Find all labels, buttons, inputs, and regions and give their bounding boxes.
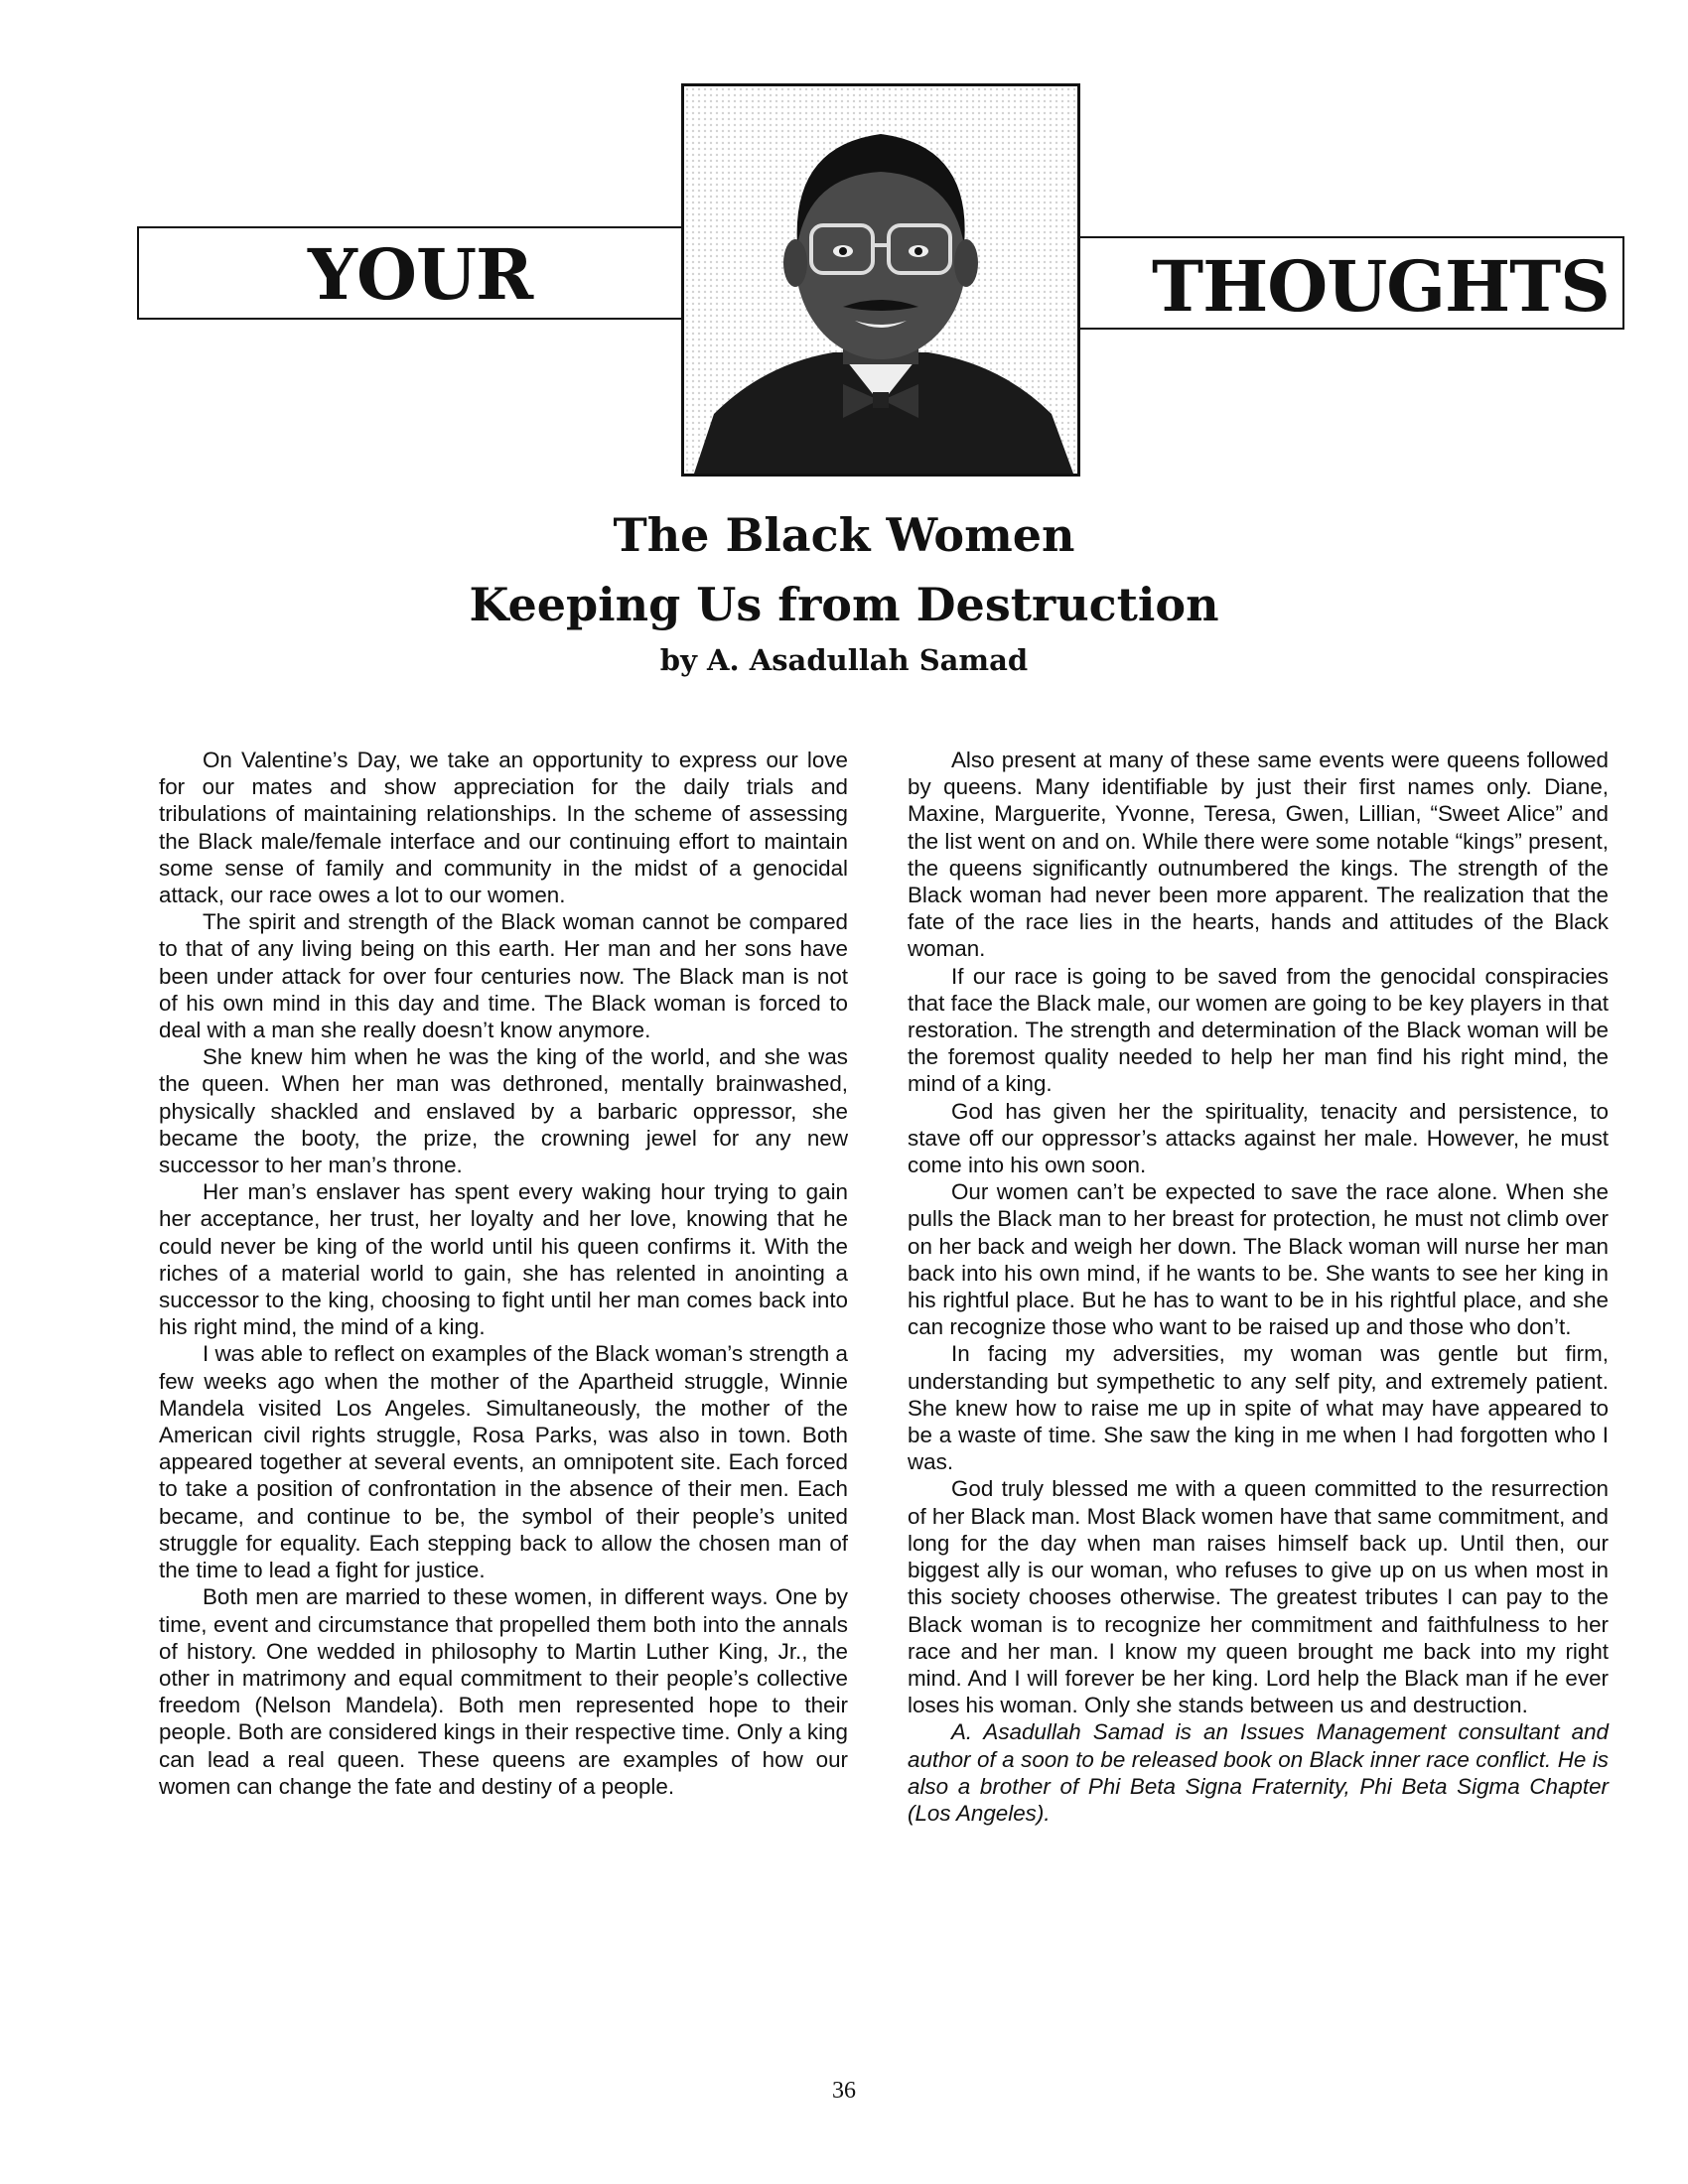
page-number: 36	[832, 2078, 856, 2104]
paragraph: If our race is going to be saved from the genocidal conspiracies that face the Black male, our women are going to be key players in that restoration. The strength and determination of the Black woman will be the foremost quality needed to help her man find his right mind, the mind of a king.	[908, 963, 1609, 1097]
header-word-your: YOUR	[308, 233, 533, 316]
paragraph: Also present at many of these same events were queens followed by queens. Many identifiable by just their first names only. Diane, Maxine, Marguerite, Yvonne, Teresa, Gwen, Lillian, “Sweet Alice” and the list went on and on. While there were some notable “kings” present, the queens significantly outnumbered the kings. The strength of the Black woman had never been more apparent. The realization that the fate of the race lies in the hearts, hands and attitudes of the Black woman.	[908, 748, 1609, 962]
paragraph: She knew him when he was the king of the world, and she was the queen. When her man was dethroned, mentally brainwashed, physically shackled and enslaved by a barbaric oppressor, she became the booty, the prize, the crowning jewel for any new successor to her man’s throne.	[159, 1044, 848, 1178]
author-bio: A. Asadullah Samad is an Issues Management consultant and author of a soon to be released book on Black inner race conflict. He is also a brother of Phi Beta Signa Fraternity, Phi Beta Sigma Chapter (Los Angeles).	[908, 1719, 1609, 1826]
article-left-column	[159, 747, 848, 1800]
paragraph: The spirit and strength of the Black woman cannot be compared to that of any living being on this earth. Her man and her sons have been under attack for over four centuries now. The Black man is not of his own mind in this day and time. The Black woman is forced to deal with a man she really doesn’t know anymore.	[159, 909, 848, 1043]
paragraph: On Valentine’s Day, we take an opportunity to express our love for our mates and show appreciation for the daily trials and tribulations of maintaining relationships. In the scheme of assessing the Black male/female interface and our continuing effort to maintain some sense of family and community in the midst of a genocidal attack, our race owes a lot to our women.	[159, 748, 848, 908]
article-title-line2: Keeping Us from Destruction	[469, 578, 1219, 631]
paragraph: God truly blessed me with a queen committed to the resurrection of her Black man. Most Black women have that same commitment, and long for the day when man raises himself back up. Until then, our biggest ally is our woman, who refuses to give up on us when most in this society chooses otherwise. The greatest tributes I can pay to the Black woman is to recognize her commitment and faithfulness to her race and her man. I know my queen brought me back into my right mind. And I will forever be her king. Lord help the Black man if he ever loses his woman. Only she stands between us and destruction.	[908, 1476, 1609, 1718]
header-word-thoughts: THOUGHTS	[1152, 245, 1610, 328]
article-right-column	[908, 747, 1609, 1827]
paragraph: Both men are married to these women, in different ways. One by time, event and circumstance that propelled them both into the annals of history. One wedded in philosophy to Martin Luther King, Jr., the other in matrimony and equal commitment to their people’s collective freedom (Nelson Mandela). Both men represented hope to their people. Both are considered kings in their respective time. Only a king can lead a real queen. These queens are examples of how our women can change the fate and destiny of a people.	[159, 1584, 848, 1799]
paragraph: In facing my adversities, my woman was gentle but firm, understanding but sympethetic to any self pity, and extremely patient. She knew how to raise me up in spite of what may have appeared to be a waste of time. She saw the king in me when I had forgotten who I was.	[908, 1341, 1609, 1475]
article-byline: by A. Asadullah Samad	[659, 643, 1029, 677]
article-title-line1: The Black Women	[613, 508, 1075, 562]
paragraph: Her man’s enslaver has spent every waking hour trying to gain her acceptance, her trust, her loyalty and her love, knowing that he could never be king of the world until his queen confirms it. With the riches of a material world to gain, she has relented in anointing a successor to the king, choosing to fight until her man comes back into his right mind, the mind of a king.	[159, 1179, 848, 1340]
paragraph: God has given her the spirituality, tenacity and persistence, to stave off our oppressor’s attacks against her male. However, he must come into his own soon.	[908, 1098, 1609, 1178]
author-portrait-photo	[681, 83, 1080, 477]
paragraph: Our women can’t be expected to save the race alone. When she pulls the Black man to her breast for protection, he must not climb over on her back and weigh her down. The Black woman will nurse her man back into his own mind, if he wants to be. She wants to see her king in his rightful place. But he has to want to be in his rightful place, and she can recognize those who want to be raised up and those who don’t.	[908, 1179, 1609, 1340]
paragraph: I was able to reflect on examples of the Black woman’s strength a few weeks ago when the mother of the Apartheid struggle, Winnie Mandela visited Los Angeles. Simultaneously, the mother of the American civil rights struggle, Rosa Parks, was also in town. Both appeared together at several events, an omnipotent site. Each forced to take a position of confrontation in the absence of their men. Each became, and continue to be, the symbol of their people’s united struggle for equality. Each stepping back to allow the chosen man of the time to lead a fight for justice.	[159, 1341, 848, 1583]
